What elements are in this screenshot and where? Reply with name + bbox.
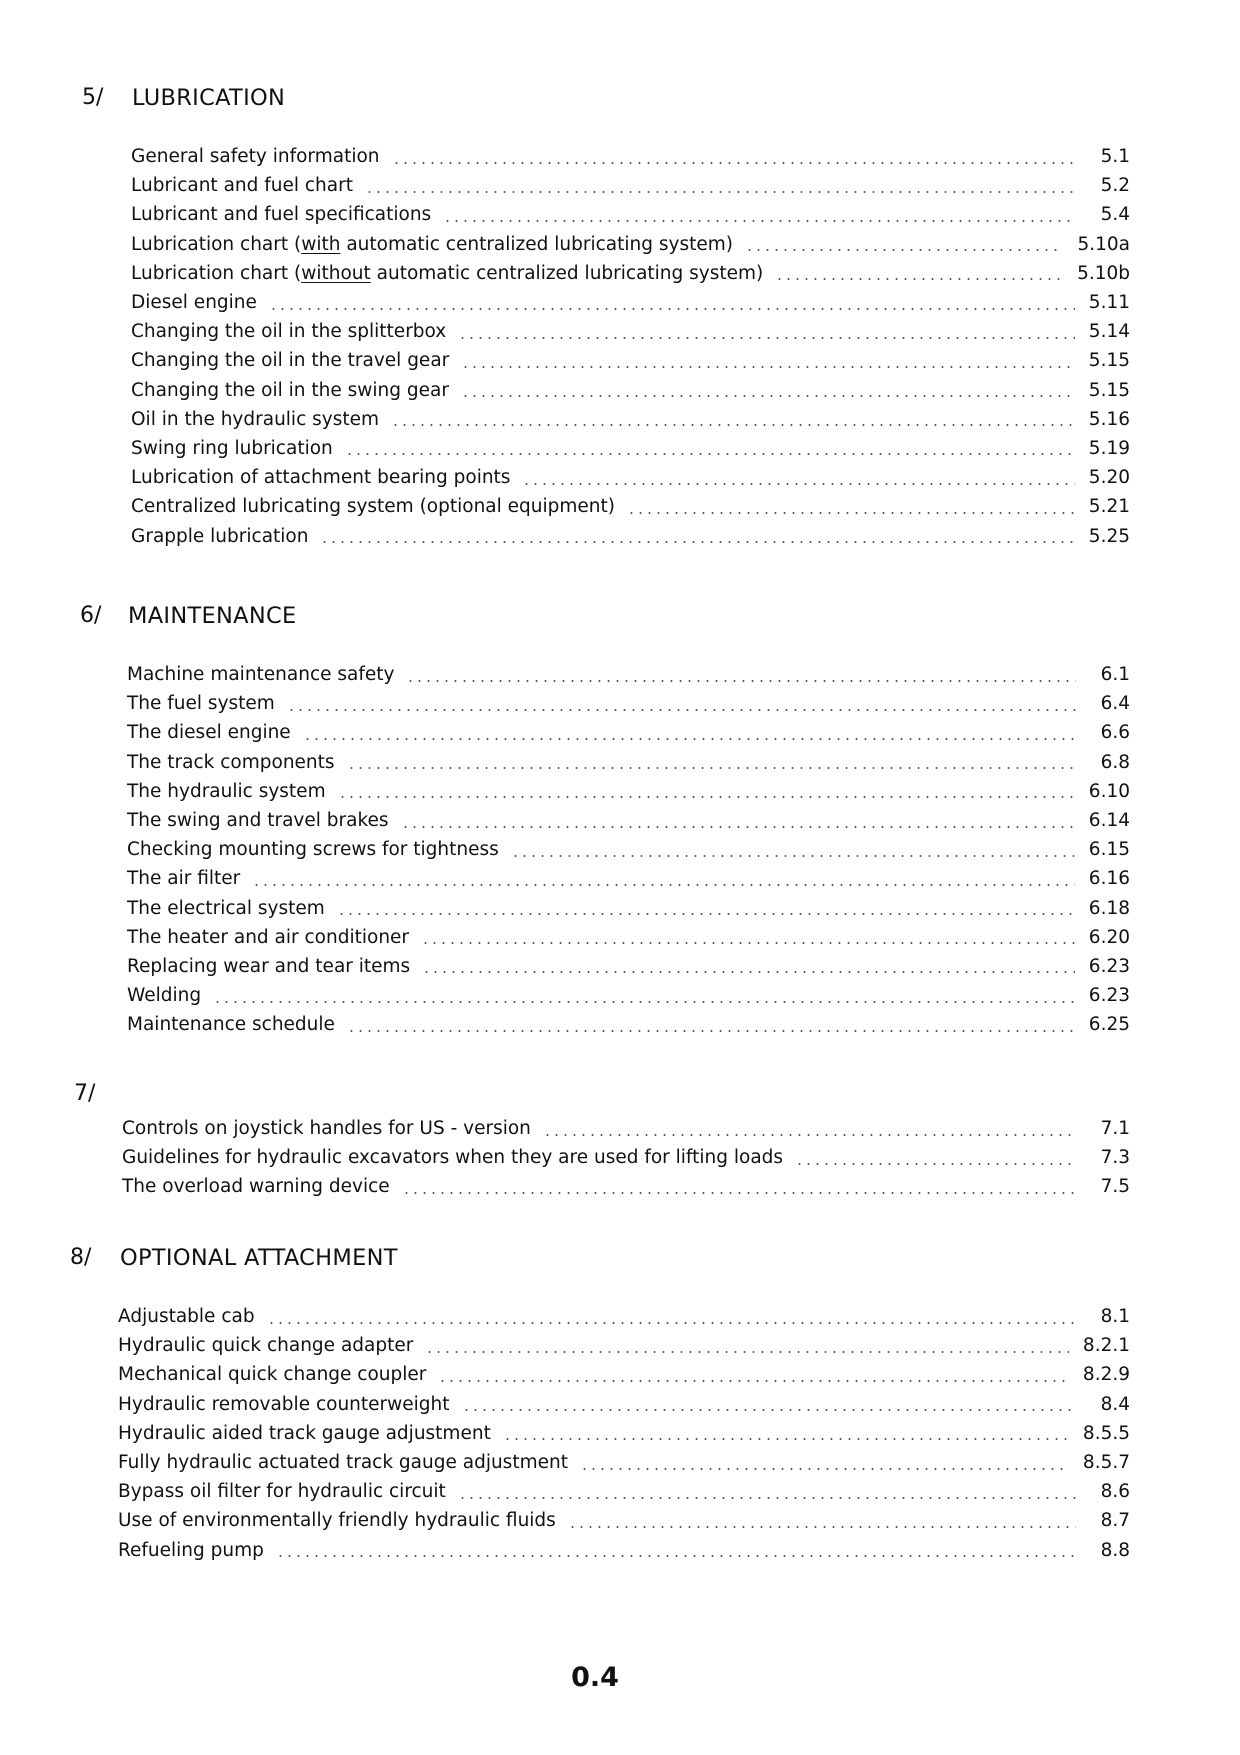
toc-entry-title: The track components: [127, 751, 335, 773]
toc-entry[interactable]: [118, 1536, 1130, 1565]
page-number: 0.4: [571, 1662, 619, 1693]
toc-list: [127, 660, 1130, 1039]
toc-entry-page: 6.20: [1088, 926, 1130, 948]
toc-entry-title: [131, 234, 745, 255]
toc-entry-title: Hydraulic removable counterweight: [118, 1393, 450, 1415]
toc-entry-page: 5.25: [1088, 525, 1130, 547]
toc-entry[interactable]: [127, 806, 1130, 835]
dot-leader: [252, 884, 1075, 886]
toc-entry-page: 5.19: [1088, 437, 1130, 459]
dot-leader: [795, 1163, 1076, 1165]
dot-leader: [443, 220, 1076, 222]
toc-list: [131, 142, 1130, 551]
toc-entry-page: 8.5.5: [1082, 1422, 1130, 1444]
toc-entry-title: The air filter: [127, 868, 241, 890]
toc-entry-title: Swing ring lubrication: [131, 437, 333, 459]
toc-entry-title: The fuel system: [127, 693, 275, 715]
toc-entry[interactable]: [127, 894, 1130, 923]
section-title: OPTIONAL ATTACHMENT: [120, 1245, 398, 1271]
toc-entry-title: Bypass oil filter for hydraulic circuit: [118, 1481, 446, 1503]
dot-leader: [522, 483, 1074, 485]
toc-list: [122, 1114, 1130, 1202]
toc-entry-page: 8.2.1: [1082, 1335, 1130, 1357]
toc-entry-title: General safety information: [131, 146, 380, 168]
toc-entry[interactable]: [131, 492, 1130, 521]
toc-entry-title-part: Lubrication chart (: [131, 262, 302, 284]
section-number: 8/: [70, 1245, 92, 1270]
toc-entry-page: 6.4: [1100, 693, 1130, 715]
dot-leader: [287, 709, 1076, 711]
toc-entry-title: Machine maintenance safety: [127, 664, 395, 686]
toc-entry-page: 8.4: [1100, 1393, 1130, 1415]
toc-entry-title: Controls on joystick handles for US - version: [122, 1118, 531, 1140]
toc-entry-title: Hydraulic quick change adapter: [118, 1335, 414, 1357]
toc-entry-page: 6.10: [1088, 780, 1130, 802]
toc-entry[interactable]: [127, 777, 1130, 806]
toc-entry-title: The overload warning device: [122, 1176, 390, 1198]
dot-leader: [543, 1134, 1076, 1136]
toc-entry-title: Checking mounting screws for tightness: [127, 839, 499, 861]
toc-entry-page: 5.2: [1100, 175, 1130, 197]
dot-leader: [422, 971, 1075, 973]
section-title: MAINTENANCE: [128, 603, 297, 629]
toc-entry-page: 6.6: [1100, 722, 1130, 744]
toc-entry-title: Adjustable cab: [118, 1306, 255, 1328]
toc-entry-title: Replacing wear and tear items: [127, 955, 411, 977]
toc-entry-page: 8.2.9: [1082, 1364, 1130, 1386]
toc-entry-title: Welding: [127, 985, 202, 1007]
toc-entry[interactable]: [131, 317, 1130, 346]
dot-leader: [337, 913, 1075, 915]
toc-entry-page: 8.7: [1100, 1510, 1130, 1532]
toc-entry[interactable]: [131, 463, 1130, 492]
dot-leader: [320, 541, 1074, 543]
toc-entry-title-underlined: with: [301, 233, 341, 255]
toc-entry[interactable]: [131, 346, 1130, 375]
toc-entry-title: Changing the oil in the travel gear: [131, 350, 450, 372]
toc-entry-title: Mechanical quick change coupler: [118, 1364, 427, 1386]
dot-leader: [438, 1380, 1069, 1382]
section-7: [0, 1074, 1240, 1202]
toc-entry-title: The hydraulic system: [127, 780, 326, 802]
toc-entry-title: The diesel engine: [127, 722, 291, 744]
toc-entry[interactable]: [127, 660, 1130, 689]
toc-entry-page: 7.3: [1100, 1147, 1130, 1169]
dot-leader: [425, 1351, 1069, 1353]
toc-entry-title: Changing the oil in the swing gear: [131, 379, 449, 401]
toc-entry[interactable]: [127, 689, 1130, 718]
toc-entry-title: Changing the oil in the splitterbox: [131, 321, 447, 343]
toc-entry-page: 6.14: [1088, 810, 1130, 832]
section-heading: [0, 78, 1240, 118]
toc-entry[interactable]: [127, 1010, 1130, 1039]
section-title: LUBRICATION: [132, 85, 286, 111]
toc-entry[interactable]: [131, 376, 1130, 405]
dot-leader: [461, 395, 1075, 397]
toc-entry-page: 7.5: [1100, 1176, 1130, 1198]
toc-entry-title: Fully hydraulic actuated track gauge adjustment: [118, 1452, 568, 1474]
toc-entry-title-part: automatic centralized lubricating system): [340, 233, 733, 255]
toc-entry-page: 6.23: [1088, 985, 1130, 1007]
toc-entry-page: 8.6: [1100, 1481, 1130, 1503]
toc-entry-page: 6.1: [1100, 664, 1130, 686]
toc-entry[interactable]: [127, 864, 1130, 893]
toc-entry[interactable]: [118, 1331, 1130, 1360]
dot-leader: [303, 738, 1076, 740]
section-heading: [0, 596, 1240, 636]
dot-leader: [402, 1192, 1076, 1194]
toc-entry-title: [131, 263, 775, 284]
dot-leader: [406, 680, 1076, 682]
toc-entry-page: 5.21: [1088, 496, 1130, 518]
toc-entry-page: 6.23: [1088, 955, 1130, 977]
dot-leader: [276, 1555, 1076, 1557]
toc-entry-page: 5.15: [1088, 379, 1130, 401]
toc-entry-page: 5.14: [1088, 321, 1130, 343]
toc-entry-page: 7.1: [1100, 1118, 1130, 1140]
toc-entry[interactable]: [131, 521, 1130, 550]
dot-leader: [458, 337, 1075, 339]
toc-entry[interactable]: [127, 748, 1130, 777]
dot-leader: [461, 366, 1075, 368]
toc-entry-title-part: automatic centralized lubricating system): [370, 262, 764, 284]
dot-leader: [345, 453, 1075, 455]
dot-leader: [392, 162, 1076, 164]
toc-entry-title: The swing and travel brakes: [127, 810, 389, 832]
dot-leader: [580, 1468, 1069, 1470]
toc-entry-title: Lubrication of attachment bearing points: [131, 467, 511, 489]
dot-leader: [458, 1497, 1076, 1499]
toc-entry-page: 5.15: [1088, 350, 1130, 372]
toc-entry[interactable]: [118, 1390, 1130, 1419]
toc-entry-title-part: Lubrication chart (: [131, 233, 302, 255]
toc-entry[interactable]: [131, 434, 1130, 463]
toc-entry[interactable]: [131, 405, 1130, 434]
section-heading: [0, 1238, 1240, 1278]
toc-entry[interactable]: [118, 1419, 1130, 1448]
toc-entry-title: Refueling pump: [118, 1539, 264, 1561]
toc-entry[interactable]: [127, 952, 1130, 981]
toc-entry[interactable]: [131, 288, 1130, 317]
toc-entry[interactable]: [118, 1477, 1130, 1506]
toc-entry-title-underlined: without: [301, 262, 371, 284]
dot-leader: [213, 1001, 1075, 1003]
section-heading: [0, 1074, 1240, 1114]
toc-entry-page: 6.8: [1100, 751, 1130, 773]
toc-entry[interactable]: [127, 981, 1130, 1010]
toc-entry[interactable]: [127, 835, 1130, 864]
toc-entry[interactable]: [118, 1506, 1130, 1535]
dot-leader: [338, 796, 1075, 798]
toc-entry[interactable]: [127, 718, 1130, 747]
dot-leader: [267, 1322, 1076, 1324]
dot-leader: [391, 424, 1075, 426]
dot-leader: [745, 249, 1064, 251]
toc-entry-page: 8.1: [1100, 1306, 1130, 1328]
toc-entry-title: The heater and air conditioner: [127, 926, 410, 948]
dot-leader: [627, 512, 1075, 514]
section-number: 7/: [74, 1081, 96, 1106]
toc-entry-page: 6.15: [1088, 839, 1130, 861]
toc-entry[interactable]: [131, 230, 1130, 259]
toc-entry-page: 8.5.7: [1082, 1452, 1130, 1474]
toc-list: [118, 1302, 1130, 1565]
toc-entry-page: 5.20: [1088, 467, 1130, 489]
section-number: 6/: [80, 603, 102, 628]
toc-entry-title: Grapple lubrication: [131, 525, 309, 547]
section-maintenance: [0, 596, 1240, 1039]
toc-entry-page: 5.11: [1088, 292, 1130, 314]
dot-leader: [347, 767, 1076, 769]
toc-entry-title: Use of environmentally friendly hydraulic fluids: [118, 1510, 556, 1532]
dot-leader: [568, 1526, 1076, 1528]
toc-entry-title: Maintenance schedule: [127, 1014, 335, 1036]
dot-leader: [421, 942, 1075, 944]
toc-entry[interactable]: [118, 1448, 1130, 1477]
toc-entry[interactable]: [127, 923, 1130, 952]
toc-entry-title: Hydraulic aided track gauge adjustment: [118, 1422, 491, 1444]
toc-entry-page: 5.16: [1088, 408, 1130, 430]
section-number: 5/: [82, 85, 104, 110]
toc-entry-page: 5.10a: [1077, 233, 1130, 255]
dot-leader: [347, 1030, 1075, 1032]
toc-entry-page: 6.18: [1088, 897, 1130, 919]
toc-entry-title: Guidelines for hydraulic excavators when they are used for lifting loads: [122, 1147, 784, 1169]
dot-leader: [775, 278, 1063, 280]
toc-entry-title: Oil in the hydraulic system: [131, 408, 380, 430]
section-lubrication: [0, 78, 1240, 551]
toc-entry[interactable]: [122, 1172, 1130, 1201]
dot-leader: [401, 826, 1075, 828]
toc-entry-page: 5.1: [1100, 146, 1130, 168]
dot-leader: [503, 1438, 1069, 1440]
toc-entry[interactable]: [122, 1114, 1130, 1143]
toc-entry-page: 5.10b: [1077, 262, 1130, 284]
dot-leader: [462, 1409, 1076, 1411]
toc-entry-page: 8.8: [1100, 1539, 1130, 1561]
toc-entry[interactable]: [122, 1143, 1130, 1172]
toc-entry[interactable]: [131, 171, 1130, 200]
toc-entry-title: Lubricant and fuel chart: [131, 175, 353, 197]
dot-leader: [365, 191, 1076, 193]
toc-entry[interactable]: [118, 1302, 1130, 1331]
section-optional-attachment: [0, 1238, 1240, 1565]
toc-entry-page: 6.25: [1088, 1014, 1130, 1036]
dot-leader: [511, 855, 1075, 857]
toc-entry[interactable]: [131, 259, 1130, 288]
toc-entry[interactable]: [118, 1360, 1130, 1389]
toc-entry-page: 5.4: [1100, 204, 1130, 226]
toc-entry[interactable]: [131, 142, 1130, 171]
toc-entry-title: Lubricant and fuel specifications: [131, 204, 432, 226]
toc-entry[interactable]: [131, 200, 1130, 229]
toc-entry-title: The electrical system: [127, 897, 325, 919]
dot-leader: [269, 308, 1075, 310]
toc-entry-page: 6.16: [1088, 868, 1130, 890]
toc-entry-title: Diesel engine: [131, 292, 257, 314]
toc-entry-title: Centralized lubricating system (optional equipment): [131, 496, 615, 518]
